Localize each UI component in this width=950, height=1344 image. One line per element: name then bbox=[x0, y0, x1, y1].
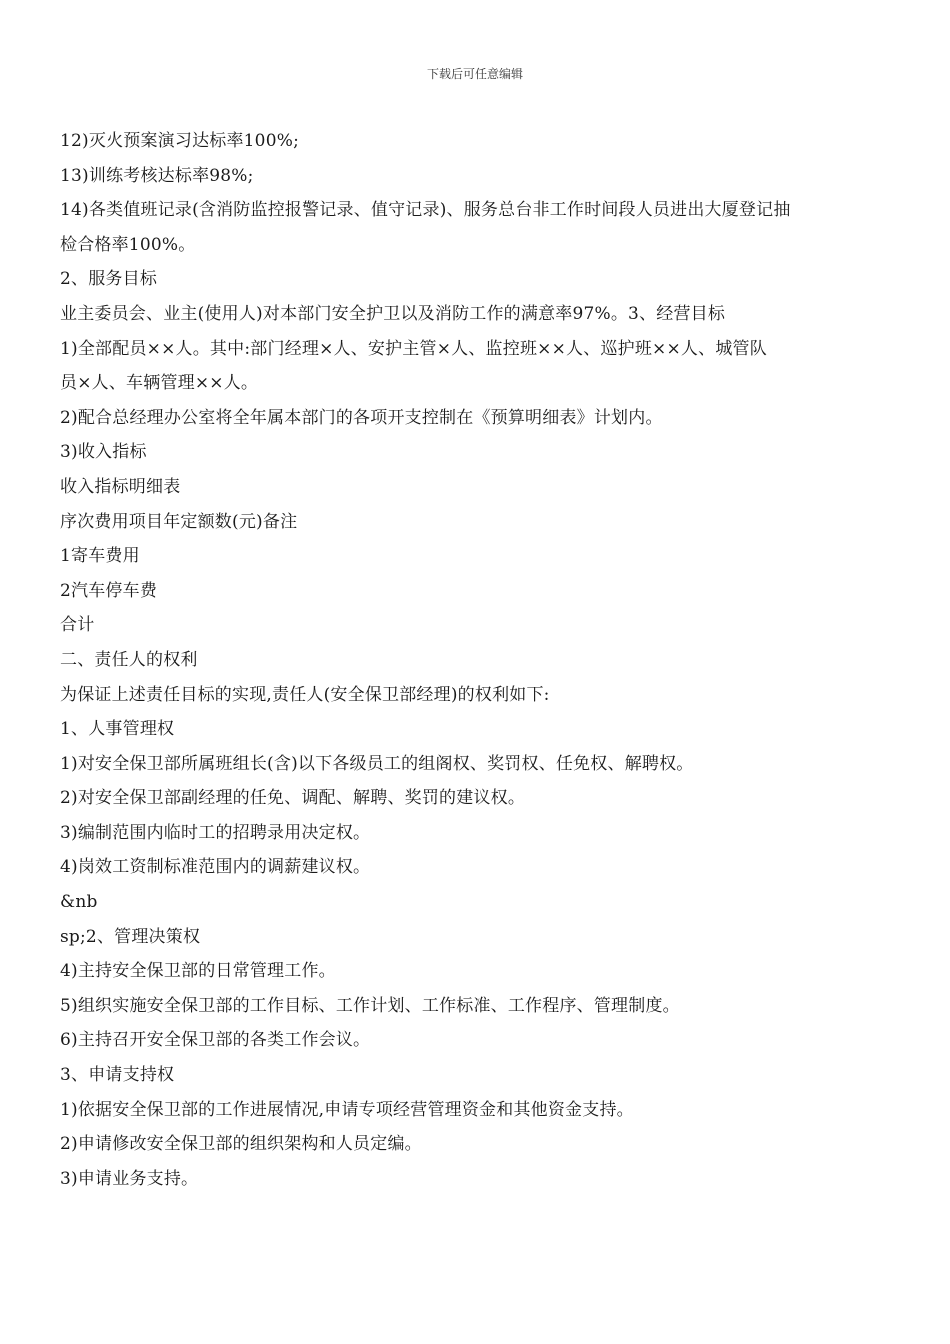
paragraph-line: 3)申请业务支持。 bbox=[60, 1168, 199, 1189]
paragraph-line: 13)训练考核达标率98%; bbox=[60, 165, 254, 186]
table-row: 2汽车停车费 bbox=[60, 580, 158, 601]
paragraph-line: 2)对安全保卫部副经理的任免、调配、解聘、奖罚的建议权。 bbox=[60, 788, 526, 809]
paragraph-line: 14)各类值班记录(含消防监控报警记录、值守记录)、服务总台非工作时间段人员进出大厦登记抽 bbox=[60, 200, 791, 221]
section-heading: 2、服务目标 bbox=[60, 269, 158, 290]
paragraph-line: 2)配合总经理办公室将全年属本部门的各项开支控制在《预算明细表》计划内。 bbox=[60, 407, 663, 428]
paragraph-line: 检合格率100%。 bbox=[60, 234, 196, 255]
table-header-row: 序次费用项目年定额数(元)备注 bbox=[60, 511, 298, 532]
table-title: 收入指标明细表 bbox=[60, 476, 181, 497]
paragraph-line: 3)收入指标 bbox=[60, 442, 147, 463]
section-heading: 3、申请支持权 bbox=[60, 1065, 175, 1086]
paragraph-line: 6)主持召开安全保卫部的各类工作会议。 bbox=[60, 1030, 371, 1051]
document-body bbox=[60, 124, 890, 1196]
paragraph-line: 12)灭火预案演习达标率100%; bbox=[60, 131, 299, 151]
table-row: 1寄车费用 bbox=[60, 546, 140, 567]
table-total-row: 合计 bbox=[60, 615, 95, 636]
paragraph-line: 5)组织实施安全保卫部的工作目标、工作计划、工作标准、工作程序、管理制度。 bbox=[60, 995, 680, 1016]
paragraph-line: 3)编制范围内临时工的招聘录用决定权。 bbox=[60, 822, 371, 843]
section-heading: 二、责任人的权利 bbox=[60, 649, 198, 670]
paragraph-line: 员×人、车辆管理××人。 bbox=[60, 373, 259, 394]
paragraph-line: 2)申请修改安全保卫部的组织架构和人员定编。 bbox=[60, 1134, 422, 1155]
section-heading: 1、人事管理权 bbox=[60, 719, 175, 740]
paragraph-line: 4)主持安全保卫部的日常管理工作。 bbox=[60, 961, 336, 982]
paragraph-line: 业主委员会、业主(使用人)对本部门安全护卫以及消防工作的满意率97%。3、经营目标 bbox=[60, 303, 726, 324]
paragraph-line: 为保证上述责任目标的实现,责任人(安全保卫部经理)的权利如下: bbox=[60, 684, 550, 705]
paragraph-line: 4)岗效工资制标准范围内的调薪建议权。 bbox=[60, 857, 371, 878]
paragraph-line: 1)对安全保卫部所属班组长(含)以下各级员工的组阁权、奖罚权、任免权、解聘权。 bbox=[60, 753, 694, 774]
page-header: 下载后可任意编辑 bbox=[426, 67, 523, 81]
paragraph-line: 1)依据安全保卫部的工作进展情况,申请专项经营管理资金和其他资金支持。 bbox=[60, 1099, 634, 1120]
paragraph-line: &nb bbox=[60, 892, 98, 913]
section-heading: sp;2、管理决策权 bbox=[60, 926, 201, 947]
paragraph-line: 1)全部配员××人。其中:部门经理×人、安护主管×人、监控班××人、巡护班××人、城管队 bbox=[60, 338, 767, 359]
